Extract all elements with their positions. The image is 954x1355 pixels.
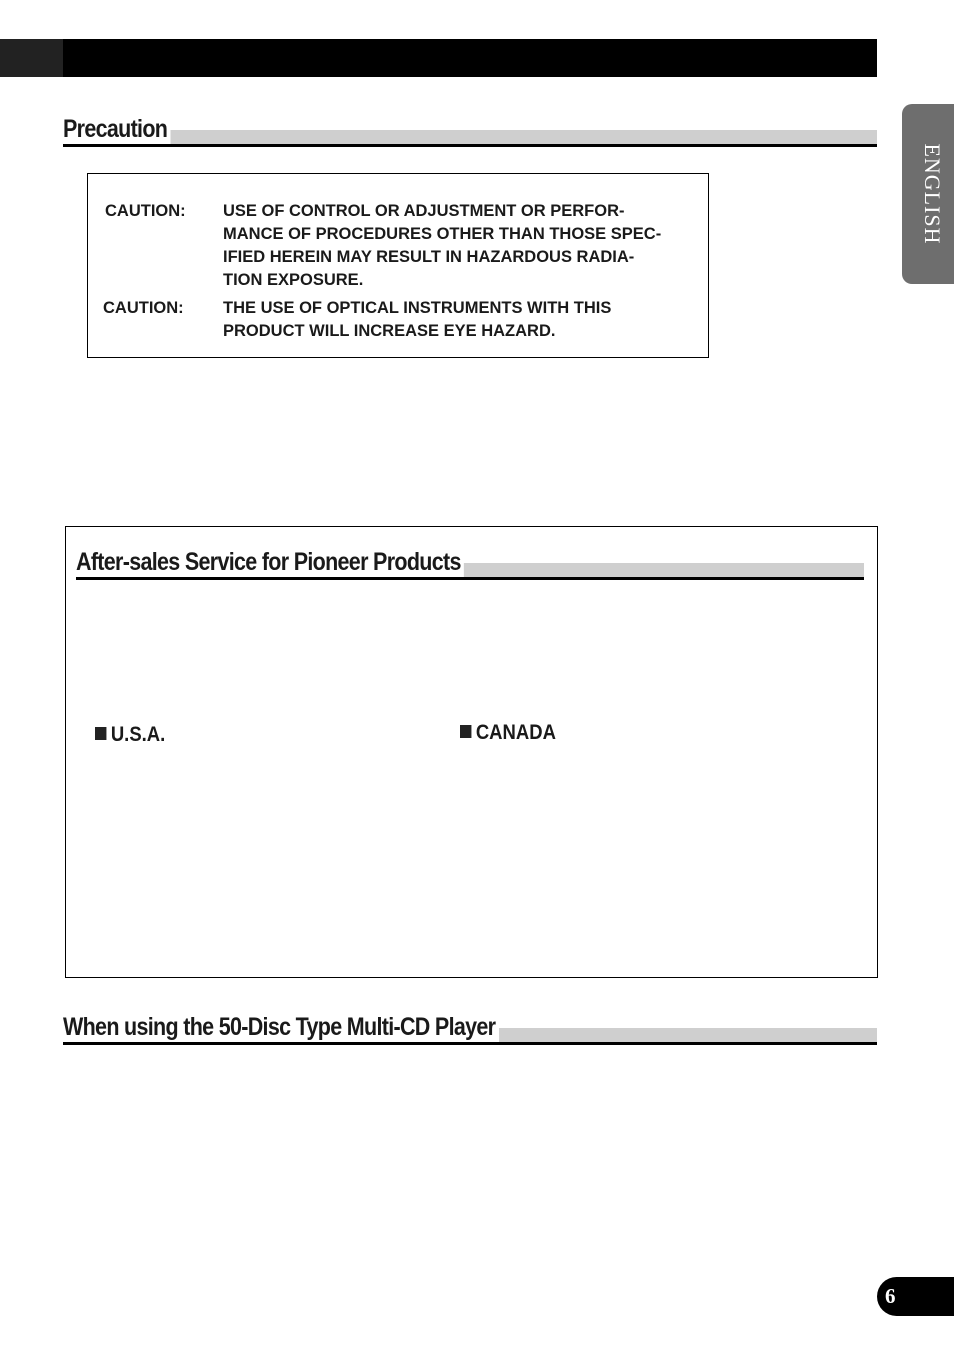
square-bullet-icon [95, 727, 106, 740]
region-label: CANADA [475, 721, 556, 744]
service-title: After-sales Service for Pioneer Products [76, 547, 464, 577]
square-bullet-icon [460, 725, 471, 738]
region-canada [460, 721, 556, 745]
language-tab [902, 104, 954, 284]
caution-text: THE USE OF OPTICAL INSTRUMENTS WITH THIS PRODUCT WILL INCREASE EYE HAZARD. [223, 299, 612, 340]
precaution-title: Precaution [63, 114, 171, 144]
caution-label: CAUTION: [105, 202, 186, 220]
caution-box [87, 173, 709, 358]
service-box [65, 526, 878, 978]
multi-cd-title: When using the 50-Disc Type Multi-CD Player [63, 1012, 499, 1042]
page-number: 6 [885, 1284, 896, 1308]
header-bar [0, 39, 877, 77]
page-number-tab [877, 1277, 954, 1316]
caution-text: USE OF CONTROL OR ADJUSTMENT OR PERFOR- MANCE OF PROCEDURES OTHER THAN THOSE SPEC- IFIED HEREIN MAY RESULT IN HAZARDOUS RADIA- TION EXPOSURE. [223, 202, 662, 289]
language-tab-label: ENGLISH [920, 143, 945, 245]
region-usa [95, 723, 165, 747]
multi-cd-heading [63, 1005, 877, 1045]
precaution-heading [63, 107, 877, 147]
service-heading [76, 540, 864, 580]
region-label: U.S.A. [110, 723, 166, 746]
caution-label: CAUTION: [103, 299, 184, 317]
header-bar-stub [0, 39, 63, 77]
